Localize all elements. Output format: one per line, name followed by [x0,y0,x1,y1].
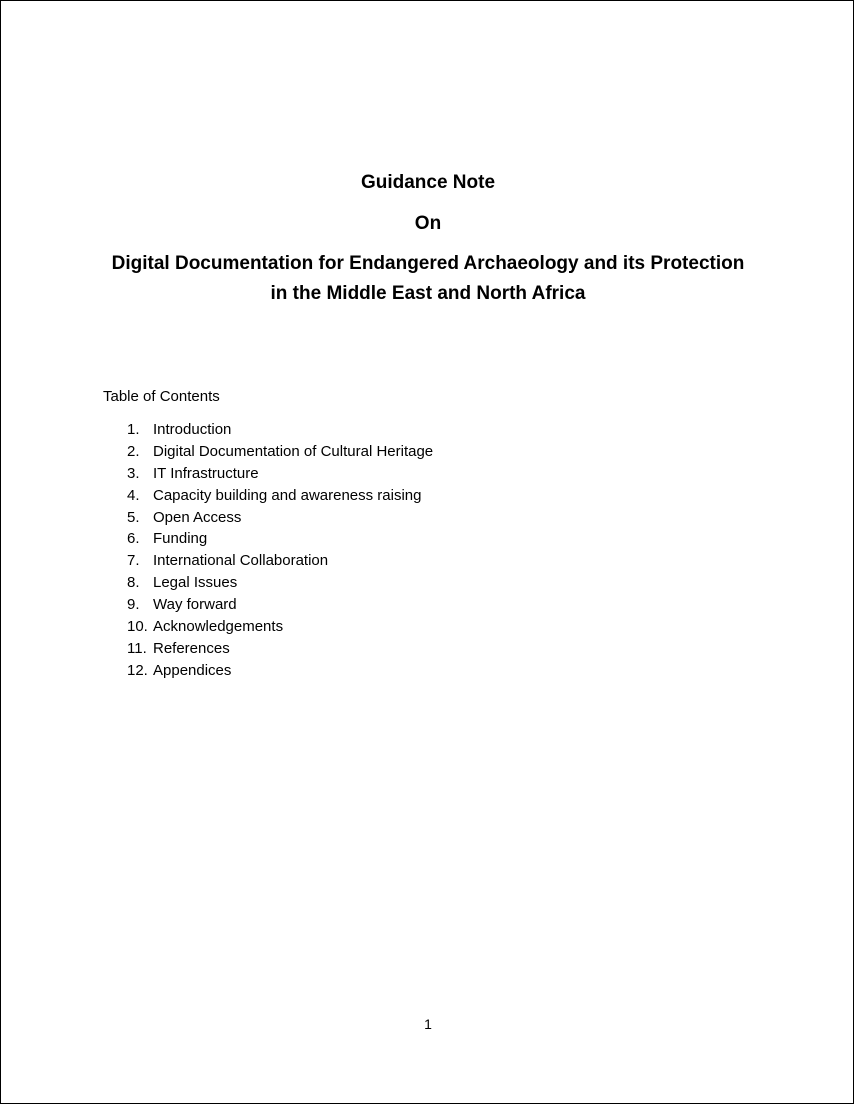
toc-item-number: 10. [127,617,148,635]
toc-item [103,463,433,485]
toc-item-number: 12. [127,661,148,679]
toc-item-label: References [153,639,230,657]
toc-item-label: Acknowledgements [153,617,284,635]
toc-item-label: IT Infrastructure [153,464,259,482]
toc-item [103,616,433,638]
toc-item-number: 1. [127,420,140,438]
toc-item [103,441,433,463]
toc-item-label: Introduction [153,420,232,438]
toc-item-number: 7. [127,552,140,570]
toc-item-label: Way forward [153,596,237,614]
page-number: 1 [424,1016,432,1032]
toc-list [103,419,433,682]
toc-item-number: 9. [127,596,140,614]
toc-item-number: 8. [127,574,140,592]
toc-item [103,528,433,550]
toc-item [103,550,433,572]
toc-item-label: Digital Documentation of Cultural Heritage [153,442,434,460]
document-subtitle-line-2: in the Middle East and North Africa [270,283,586,304]
toc-item [103,594,433,616]
toc-item [103,419,433,441]
toc-item-number: 11. [127,639,147,657]
toc-item [103,638,433,660]
toc-item-number: 6. [127,530,140,548]
toc-item-number: 3. [127,464,140,482]
toc-item-label: Funding [153,530,208,548]
toc-item-number: 4. [127,486,140,504]
toc-item-label: Open Access [153,508,242,526]
document-subtitle-line-1: Digital Documentation for Endangered Archaeology and its Protection [111,253,745,274]
toc-heading: Table of Contents [103,388,220,405]
toc-item-label: Legal Issues [153,574,238,592]
toc-item [103,572,433,594]
toc-item-label: Capacity building and awareness raising [153,486,422,504]
document-title: Guidance Note [360,172,496,193]
toc-item [103,660,433,682]
toc-item-label: International Collaboration [153,552,329,570]
toc-item-label: Appendices [153,661,232,679]
toc-item-number: 2. [127,442,140,460]
document-title-on: On [414,213,442,234]
toc-item [103,485,433,507]
toc-item-number: 5. [127,508,140,526]
toc-item [103,507,433,529]
